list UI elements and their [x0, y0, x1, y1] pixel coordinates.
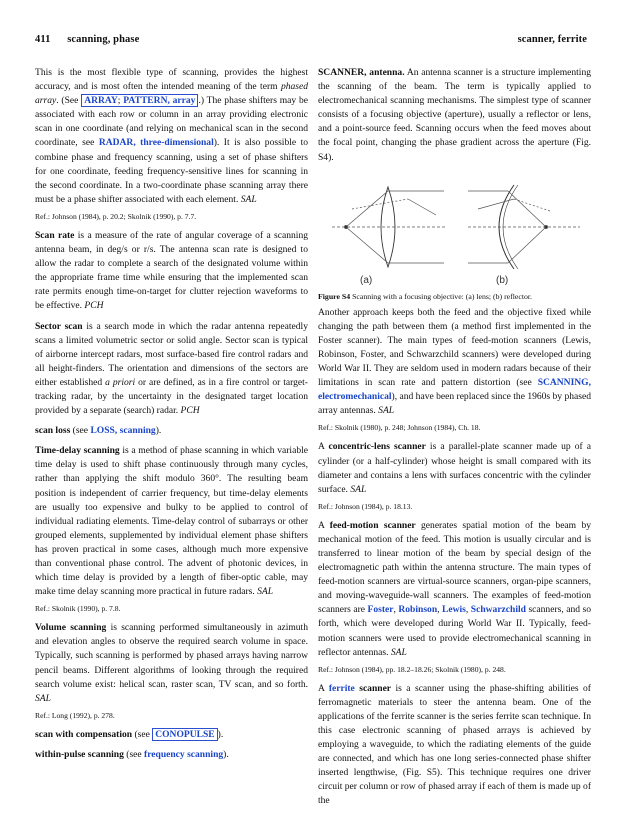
emphasis: a priori — [105, 376, 136, 388]
emphasis: phased array — [35, 81, 308, 107]
caption-text: Scanning with a focusing objective: (a) lens; (b) reflector. — [350, 291, 533, 301]
link-ferrite[interactable]: ferrite — [328, 682, 355, 694]
term-ferrite-scanner: scanner — [354, 682, 392, 694]
author-initials: SAL — [350, 483, 367, 495]
page-number: 411 — [35, 34, 51, 45]
author-initials: SAL — [390, 646, 407, 658]
term-time-delay-scanning: Time-delay scanning — [35, 445, 120, 457]
text: This is the most flexible type of scanning, provides the highest accuracy, and is most often the intended meaning of the term — [35, 67, 308, 93]
figure-s4-drawing — [318, 169, 591, 287]
paragraph-ferrite-scanner — [318, 682, 591, 809]
text: is a method of phase scanning in which variable time delay is used to shift phase continuously through many cycles, rather than applying the shift modulo 360°. The resulting beam position is independent of carrier frequency, but time-delay elements are usually too expensive and bulky to be applied to control of individual radiating elements. Time-delay control of subarrays or other grouped elements, supplemented by individual element phase shifters has proven practical in some cases, although much more expensive than conventional phase control. The advent of photonic devices, in which time delay is provided by a length of fiber-optic cable, may make time delay scanning more practical in future radars. — [35, 445, 308, 598]
paragraph-within-pulse — [35, 748, 308, 762]
paragraph-scan-with-compensation — [35, 728, 308, 742]
text: is a parallel-plate scanner made up of a cylinder (or a half-cylinder) whose height is small compared with its diameter and contains a lens with surfaces concentric with the cylinder surface. — [318, 441, 591, 495]
text: (see — [123, 748, 145, 760]
text: is a search mode in which the radar antenna repeatedly scans a limited volumetric sector or solid angle. Sector scan is typical of airborne intercept radars, most surface-based fire control radars and all height-finders. The orientation and dimensions of the sectors are either established — [35, 320, 308, 388]
link-scanning-electromechanical[interactable]: SCANNING, electromechanical — [318, 377, 591, 403]
term-scan-rate: Scan rate — [35, 229, 75, 241]
text: , — [437, 604, 443, 616]
term-feed-motion-scanner: feed-motion scanner — [329, 519, 416, 531]
author-initials: PCH — [180, 405, 200, 417]
term-volume-scanning: Volume scanning — [35, 622, 107, 634]
text: An antenna scanner is a structure implementing the scanning of the beam. The term is typically applied to electromechanical scanning mechanisms. The simplest type of scanner consists of a focusing objective (aperture), usually a reflector or lens, and a point-source feed. Scanning occurs when the feed moves about the focal point, changing the phase gradient across the aperture (Fig. S4). — [318, 67, 591, 163]
paragraph-feed-motion — [318, 519, 591, 660]
right-column — [318, 66, 591, 813]
text: A — [318, 519, 330, 531]
link-lewis[interactable]: Lewis — [442, 604, 466, 616]
term-concentric-lens-scanner: concentric-lens scanner — [328, 441, 426, 453]
text: , — [465, 604, 471, 616]
text: , — [393, 604, 399, 616]
text: A — [318, 682, 329, 694]
text: or are defined, as in a fire control or target-tracking radar, by the uncertainty in the designated target location provided by a separate (search) radar. — [35, 376, 308, 417]
reference: Ref.: Johnson (1984), pp. 18.2–18.26; Skolnik (1980), p. 248. — [318, 664, 506, 674]
text: ). — [223, 748, 229, 760]
paragraph-phase-scanning — [35, 66, 308, 207]
text: . (See — [56, 95, 82, 107]
running-header-left — [35, 34, 139, 45]
paragraph-concentric-lens — [318, 440, 591, 496]
text: generates spatial motion of the beam by mechanical motion of the feed. This motion is usually circular and is transferred to linear motion of the beam by special design of the electromagnetic path within the antenna structure. The main types of feed-motion scanners are virtual-source scanners, organ-pipe scanners, and moving-waveguide-wall scanners. The examples of feed-motion scanners are — [318, 519, 591, 616]
text: ), and have been replaced since the 1960s by phased array antennas. — [318, 391, 591, 417]
author-initials: SAL — [240, 193, 257, 205]
link-radar-three-dimensional[interactable]: RADAR, three-dimensional — [98, 137, 214, 149]
text: ). It is also possible to combine phase and frequency scanning, using a set of phase shifters for one coordinate, feeding frequency-sensitive lines for scanning in the second coordinate. In a two-coordinate phase scanning array there must be a phase shifter associated with each element. — [35, 137, 309, 205]
text: (see — [132, 728, 153, 740]
header-left-title: scanning, phase — [67, 34, 140, 45]
term-scan-loss: scan loss — [35, 425, 71, 437]
text: Another approach keeps both the feed and the objective fixed while changing the path between them (a method first implemented in the Foster scanner). The main types of feed-motion scanners (Lewis, Robinson, Foster, and Schwarzchild scanners) were developed during World War II. They are seldom used in modern radars because of their limitations in scan rate and pattern distortion (see — [318, 306, 591, 389]
text: is scanning performed simultaneously in azimuth and elevation angles to observe the required search volume in space. Typically, such scanning is performed by phased arrays having narrow pencil beams. Different algorithms of looking through the required search volume exist: helical scan, raster scan, TV scan, and so forth. — [35, 622, 308, 690]
paragraph-volume-scanning — [35, 621, 308, 706]
caption-label: Figure S4 — [318, 291, 351, 301]
text: ). — [155, 425, 162, 437]
text: A — [318, 441, 329, 453]
paragraph-sector-scan — [35, 320, 308, 419]
author-initials: SAL — [35, 692, 51, 704]
author-initials: SAL — [378, 405, 395, 417]
reference: Ref.: Johnson (1984), p. 18.13. — [318, 501, 413, 511]
link-schwarzchild[interactable]: Schwarzchild — [470, 604, 526, 616]
header-right-title: scanner, ferrite — [517, 34, 587, 45]
term-within-pulse-scanning: within-pulse scanning — [35, 748, 124, 760]
author-initials: PCH — [84, 300, 104, 312]
reflector-diagram — [468, 185, 580, 269]
text: is a scanner using the phase-shifting abilities of ferromagnetic materials to steer the antenna beam. One of the applications of the ferrite scanner is the series ferrite scan technique. In this case electronic scanning of phased arrays is achieved by employing a waveguide, to which the radiating elements of the guide are connected, and which has one long series-connected phase shifter inserted lengthwise, (Fig. S5). This technique requires one driver circuit per column or row of phased array if each of them is made up of the — [318, 682, 591, 807]
text: is a measure of the rate of angular coverage of a scanning antenna beam, in deg/s or r/s. The antenna scan rate is designed to allow the radar to complete a search of the designated volume within the appropriate frame time while ensuring that the implemented scan rate permits enough time-on-target for clutter rejection waveforms to be effective. — [35, 229, 308, 312]
figure-label-b: (b) — [496, 274, 509, 286]
figure-label-a: (a) — [360, 274, 373, 286]
link-pattern-array[interactable]: PATTERN, array — [123, 95, 196, 107]
figure-caption — [318, 291, 591, 302]
figure-s4 — [318, 169, 591, 287]
reference: Ref.: Long (1992), p. 278. — [35, 710, 115, 720]
reference: Ref.: Skolnik (1980), p. 248; Johnson (1984), Ch. 18. — [318, 423, 481, 433]
text: ; — [117, 95, 124, 107]
paragraph-scan-rate — [35, 229, 308, 314]
link-loss-scanning[interactable]: LOSS, scanning — [90, 425, 156, 437]
link-conopulse[interactable]: CONOPULSE — [155, 728, 215, 740]
term-sector-scan: Sector scan — [35, 320, 83, 332]
see-also-box — [81, 94, 198, 107]
link-foster[interactable]: Foster — [367, 604, 394, 616]
text: scanners, and so forth, which were developed during World War II. Typically, feed-motion scanners were used to provide electromechanical scanning in reflector antennas. — [318, 604, 591, 658]
link-frequency-scanning[interactable]: frequency scanning — [144, 748, 224, 760]
text: (see — [70, 425, 91, 437]
text: ). — [217, 728, 224, 740]
term-scanner-antenna: SCANNER, antenna. — [318, 67, 405, 78]
paragraph-another-approach — [318, 306, 591, 419]
paragraph-scanner-antenna — [318, 66, 591, 165]
term-scan-with-compensation: scan with compensation — [35, 728, 133, 740]
reference: Ref.: Johnson (1984), p. 20.2; Skolnik (1990), p. 7.7. — [35, 211, 197, 221]
see-also-box — [152, 728, 217, 741]
reference: Ref.: Skolnik (1990), p. 7.8. — [35, 604, 121, 614]
left-column — [35, 66, 308, 766]
link-array[interactable]: ARRAY — [84, 95, 118, 107]
author-initials: SAL — [257, 586, 274, 598]
text: .) The phase shifters may be associated with each row or column in an array providing electronic scan in one coordinate (and relying on mechanical scan in the second coordinate, see — [35, 95, 308, 149]
paragraph-scan-loss — [35, 424, 308, 438]
lens-diagram — [332, 187, 446, 267]
paragraph-time-delay — [35, 444, 308, 599]
link-robinson[interactable]: Robinson — [398, 604, 438, 616]
